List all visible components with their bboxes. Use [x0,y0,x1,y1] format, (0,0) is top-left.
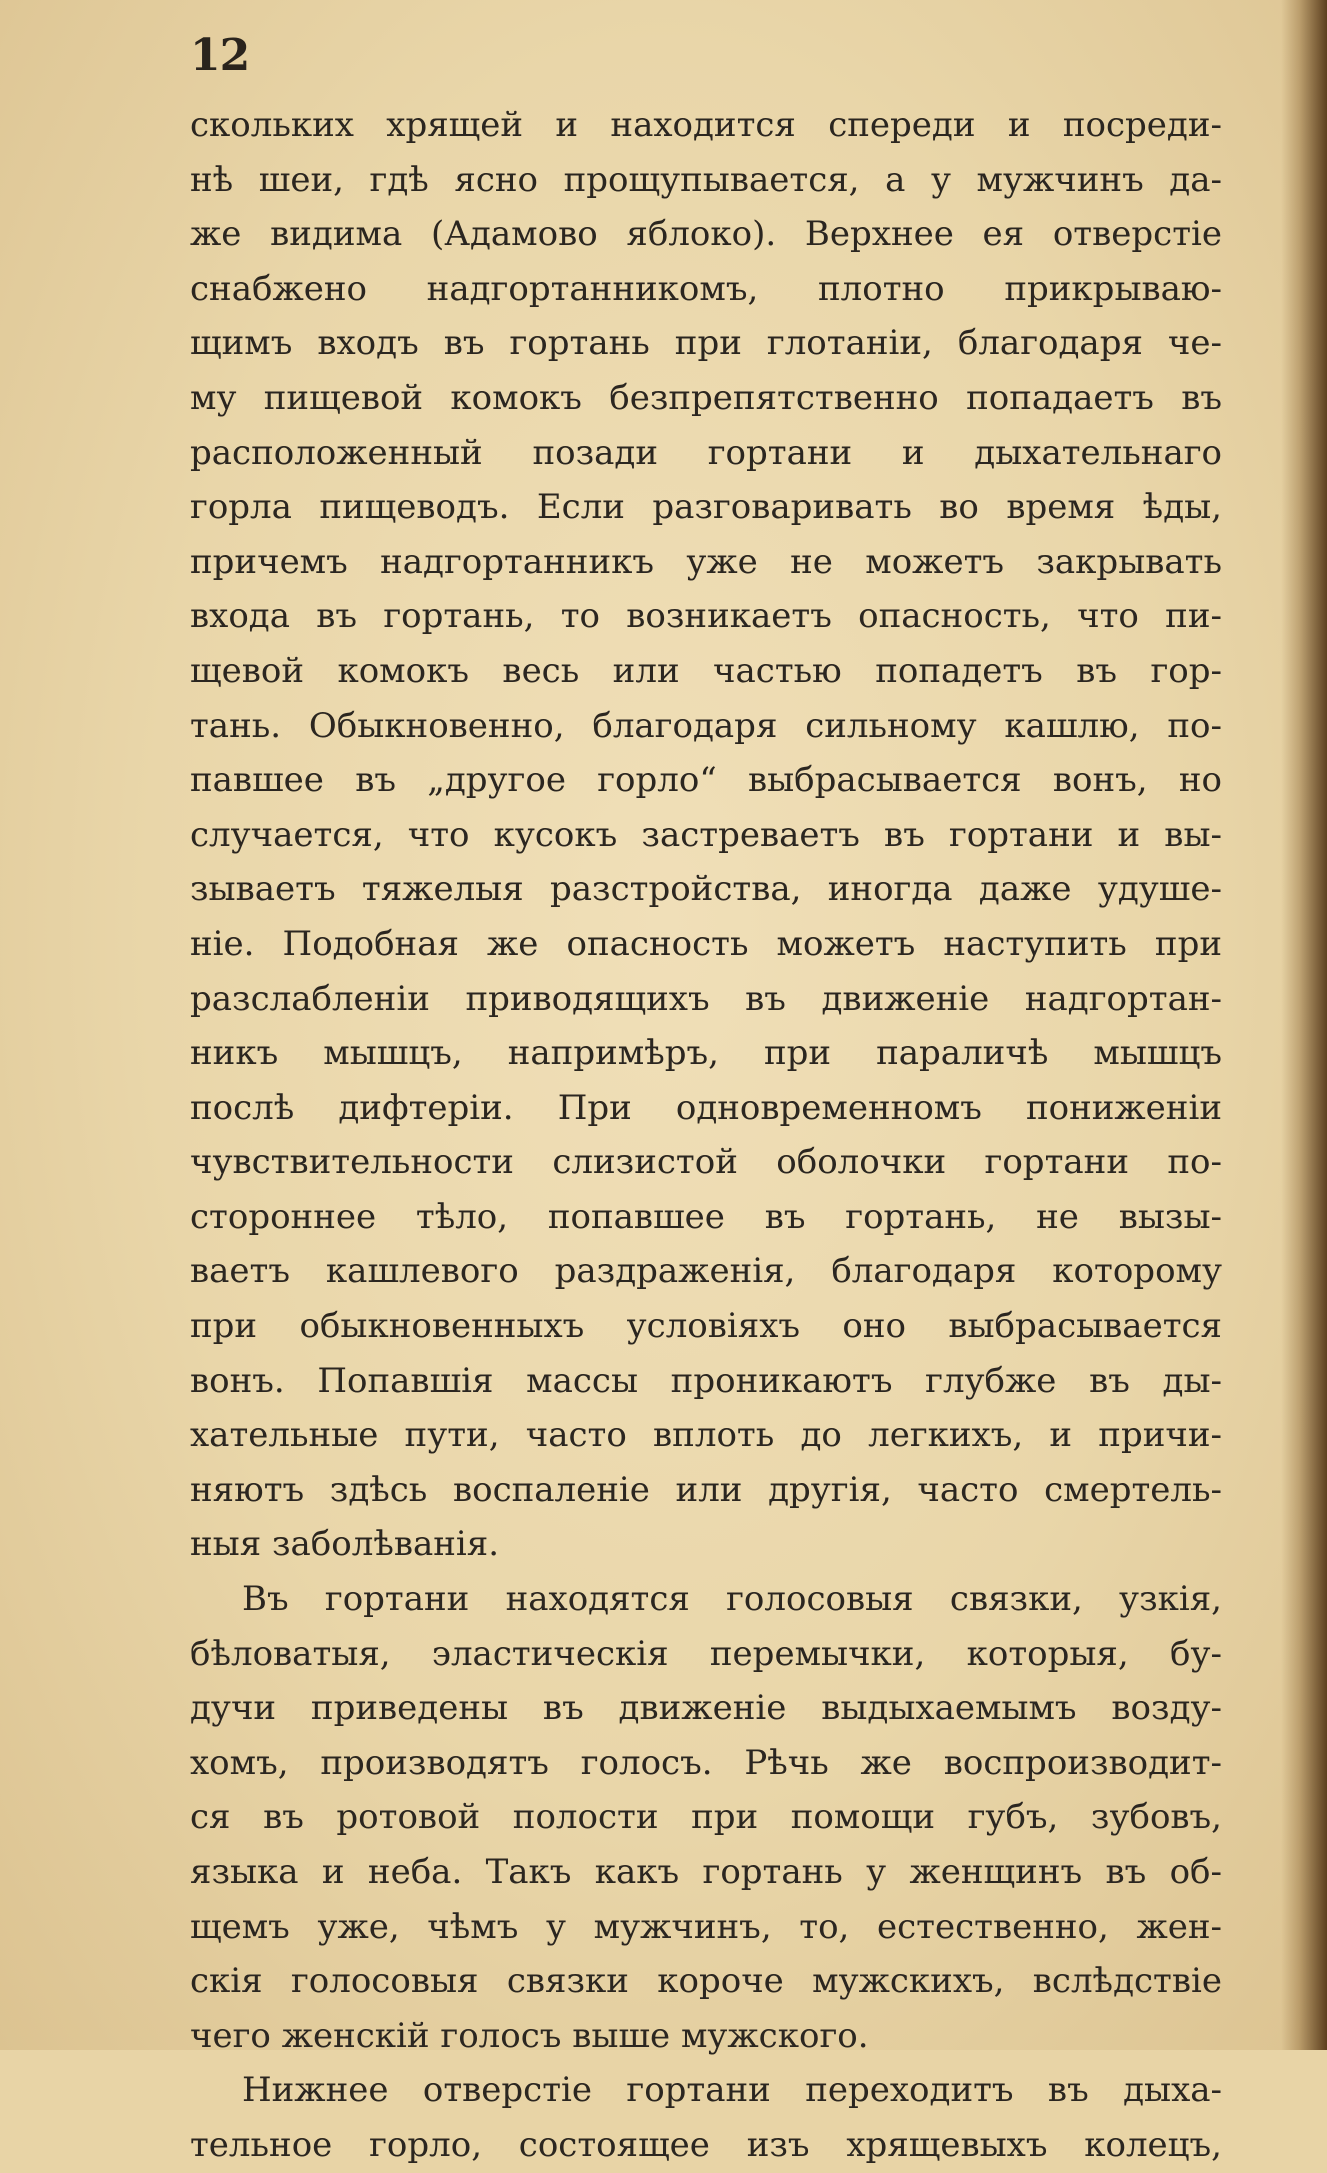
text-line: чего женскій голосъ выше мужского. [190,2015,869,2056]
text-line: вонъ. Попавшія массы проникаютъ глубже въ ды- [190,1360,1222,1401]
text-line: чувствительности слизистой оболочки гортани по- [190,1142,1222,1183]
text-line: Въ гортани находятся голосовыя связки, узкія, [242,1579,1222,1620]
text-line: ніе. Подобная же опасность можетъ наступить при [190,923,1222,964]
text-line: ныя заболѣванія. [190,1524,500,1565]
text-line: хательные пути, часто вплоть до легкихъ, и причи- [190,1415,1222,1456]
text-line: хомъ, производятъ голосъ. Рѣчь же воспроизводит- [190,1742,1222,1783]
text-line: причемъ надгортанникъ уже не можетъ закрывать [190,541,1222,582]
text-line: же видима (Адамово яблоко). Верхнее ея отверстіе [190,214,1222,255]
text-line: разслабленіи приводящихъ въ движеніе надгортан- [190,978,1222,1019]
text-line: зываетъ тяжелыя разстройства, иногда даже удуше- [190,869,1222,910]
text-line: ваетъ кашлевого раздраженія, благодаря которому [190,1251,1222,1292]
text-line: бѣловатыя, эластическія перемычки, которыя, бу- [190,1633,1222,1674]
text-line: скія голосовыя связки короче мужскихъ, вслѣдствіе [190,1961,1222,2002]
text-line: Нижнее отверстіе гортани переходитъ въ дыха- [242,2070,1222,2111]
text-line: щевой комокъ весь или частью попадетъ въ гор- [190,650,1222,691]
text-line: щимъ входъ въ гортань при глотаніи, благодаря че- [190,323,1222,364]
text-line: расположенный позади гортани и дыхательнаго [190,432,1222,473]
text-line: скольких хрящей и находится спереди и посреди- [190,105,1222,145]
text-line: ся въ ротовой полости при помощи губъ, зубовъ, [190,1797,1222,1838]
text-line: никъ мышцъ, напримѣръ, при параличѣ мышцъ [190,1033,1222,1074]
text-line: дучи приведены въ движеніе выдыхаемымъ возду- [190,1688,1222,1729]
text-line: тельное горло, состоящее изъ хрящевыхъ колецъ, [190,2124,1222,2165]
binding-shadow [1281,0,1327,2050]
page-number: 12 [190,30,250,81]
text-line: тань. Обыкновенно, благодаря сильному кашлю, по- [190,705,1222,746]
text-line: горла пищеводъ. Если разговаривать во время ѣды, [190,487,1222,528]
text-line: нѣ шеи, гдѣ ясно прощупывается, а у мужчинъ да- [190,159,1222,200]
text-line: снабжено надгортанникомъ, плотно прикрываю- [190,268,1222,309]
text-line: стороннее тѣло, попавшее въ гортань, не вызы- [190,1196,1222,1237]
text-line: павшее въ „другое горло“ выбрасывается вонъ, но [190,760,1222,801]
text-line: послѣ дифтеріи. При одновременномъ пониженіи [190,1087,1222,1128]
text-line: няютъ здѣсь воспаленіе или другія, часто смертель- [190,1469,1222,1510]
text-line: щемъ уже, чѣмъ у мужчинъ, то, естественно, жен- [190,1906,1222,1947]
text-line: при обыкновенныхъ условіяхъ оно выбрасывается [190,1306,1222,1347]
text-line: му пищевой комокъ безпрепятственно попадаетъ въ [190,377,1222,418]
body-text [190,98,1222,2173]
text-line: языка и неба. Такъ какъ гортань у женщинъ въ об- [190,1852,1222,1892]
text-line: входа въ гортань, то возникаетъ опасность, что пи- [190,596,1222,637]
text-line: случается, что кусокъ застреваетъ въ гортани и вы- [190,814,1222,855]
